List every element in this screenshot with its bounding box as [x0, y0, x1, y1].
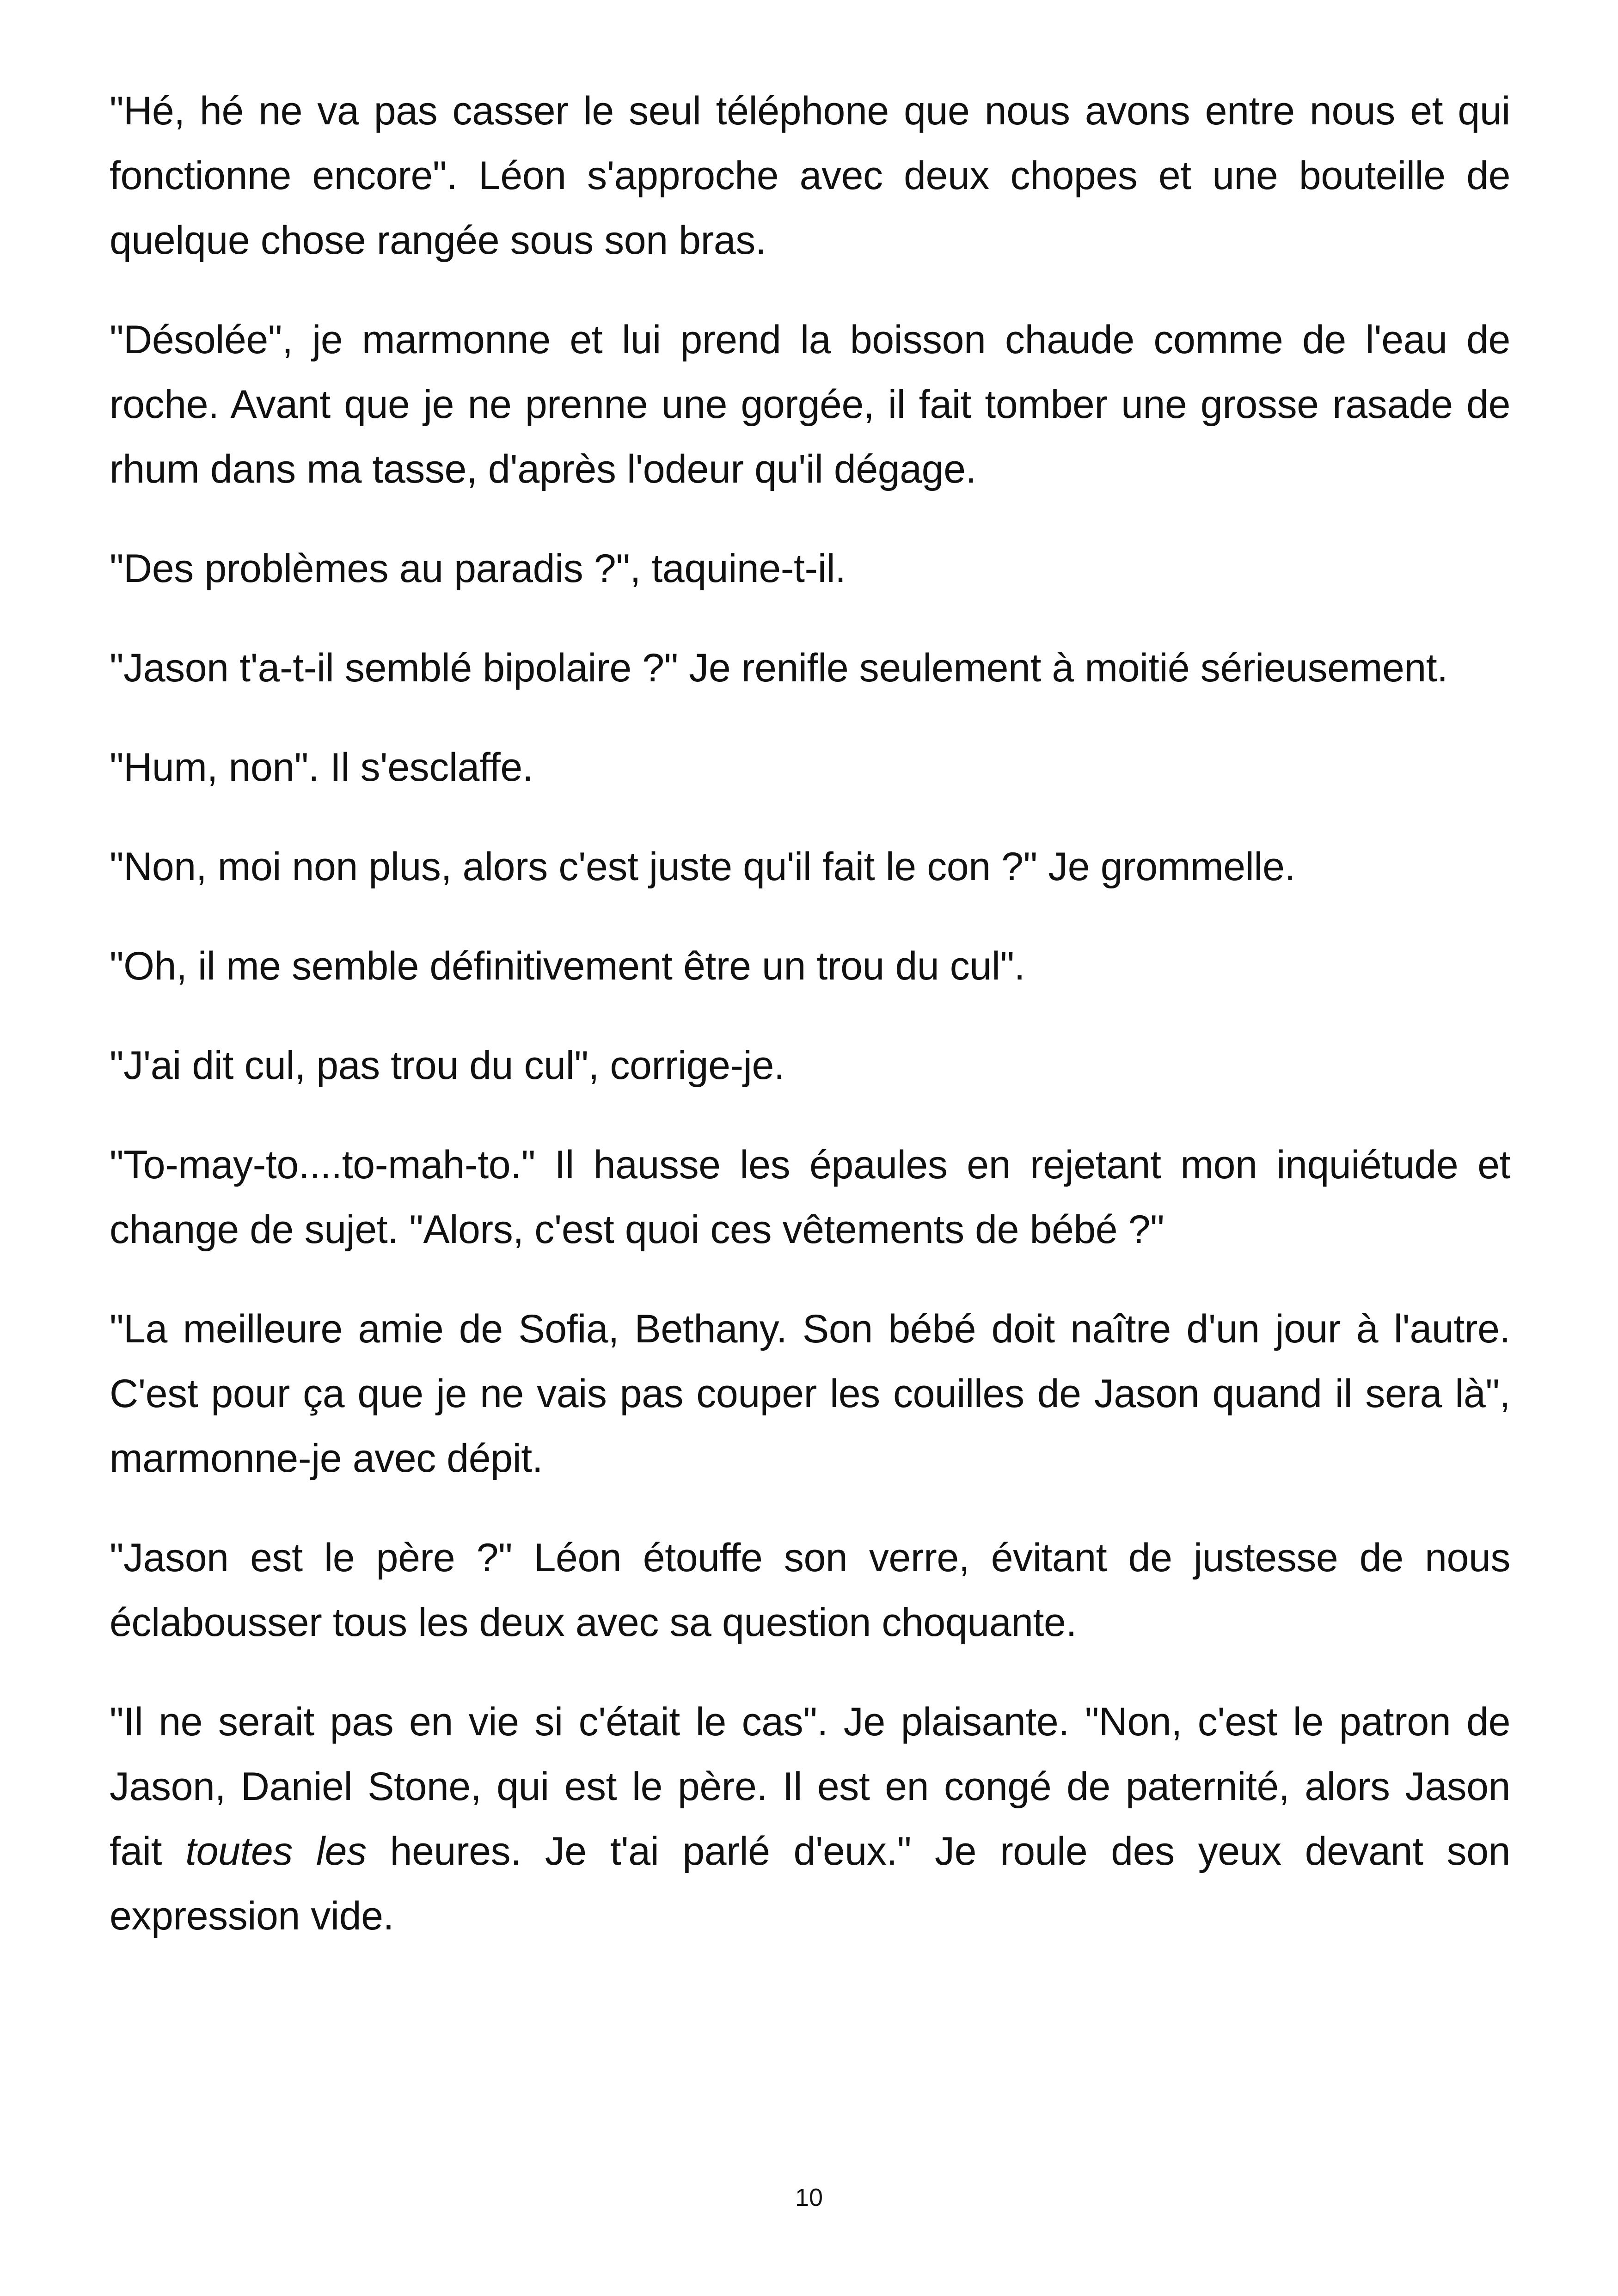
- paragraph-12-italic-text: toutes les: [185, 1829, 367, 1874]
- paragraph-12-text-start: "Il ne serait pas en vie si c'était le cas". Je plaisante. "Non, c'est le patron de Jason, Daniel Stone, qui est le père. Il est en congé de paternité, alors Jason fait: [110, 1700, 1510, 1874]
- paragraph-3: "Des problèmes au paradis ?", taquine-t-il.: [110, 546, 846, 591]
- paragraph-7: "Oh, il me semble définitivement être un trou du cul".: [110, 944, 1025, 988]
- paragraph-9: "To-may-to....to-mah-to." Il hausse les épaules en rejetant mon inquiétude et change de sujet. "Alors, c'est quoi ces vêtements de bébé ?": [110, 1143, 1510, 1252]
- document-page: [110, 79, 1510, 1983]
- paragraph-10: "La meilleure amie de Sofia, Bethany. Son bébé doit naître d'un jour à l'autre. C'est pour ça que je ne vais pas couper les couilles de Jason quand il sera là", marmonne-je avec dépit.: [110, 1307, 1510, 1481]
- paragraph-5: "Hum, non". Il s'esclaffe.: [110, 745, 533, 790]
- paragraph-12: [110, 1690, 1510, 1948]
- paragraph-6: "Non, moi non plus, alors c'est juste qu'il fait le con ?" Je grommelle.: [110, 845, 1296, 889]
- paragraph-4: "Jason t'a-t-il semblé bipolaire ?" Je renifle seulement à moitié sérieusement.: [110, 646, 1448, 690]
- paragraph-11: "Jason est le père ?" Léon étouffe son verre, évitant de justesse de nous éclabousser tous les deux avec sa question choquante.: [110, 1536, 1510, 1645]
- page-number: 10: [795, 2184, 823, 2211]
- paragraph-8: "J'ai dit cul, pas trou du cul", corrige-je.: [110, 1043, 785, 1088]
- paragraph-1: "Hé, hé ne va pas casser le seul téléphone que nous avons entre nous et qui fonctionne encore". Léon s'approche avec deux chopes et une bouteille de quelque chose rangée sous son bras.: [110, 89, 1510, 263]
- paragraph-12-text-end: heures. Je t'ai parlé d'eux." Je roule des yeux devant son expression vide.: [110, 1829, 1510, 1938]
- paragraph-2: "Désolée", je marmonne et lui prend la boisson chaude comme de l'eau de roche. Avant que je ne prenne une gorgée, il fait tomber une grosse rasade de rhum dans ma tasse, d'après l'odeur qu'il dégage.: [110, 318, 1510, 491]
